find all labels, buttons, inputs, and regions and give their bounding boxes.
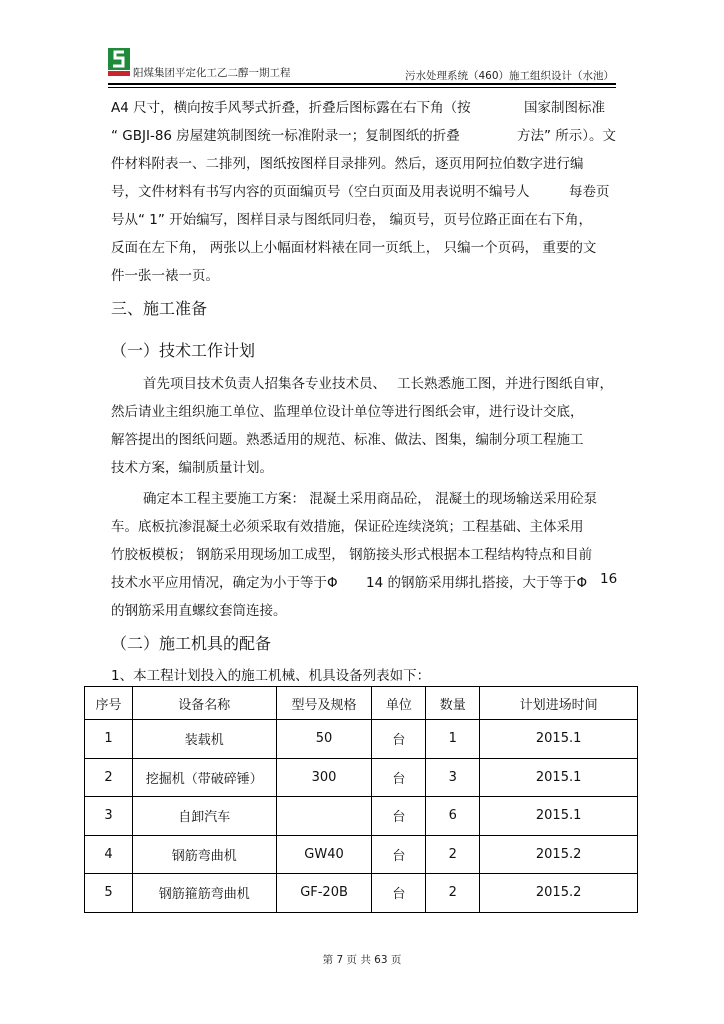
cell-unit: 台 [372, 835, 426, 874]
section-3-title: 三、施工准备 [111, 299, 208, 318]
para1-line4a: 号，文件材料有书写内容的页面编页号（空白页面及用表说明不编号人 [111, 184, 530, 200]
para1-line4b: 每卷页 [569, 184, 610, 200]
para1-line6: 反面在左下角， 两张以上小幅面材料裱在同一页纸上， 只编一个页码， 重要的文 [111, 240, 597, 256]
para1-line3: 件材料附表一、二排列，图纸按图样目录排列。然后，逐页用阿拉伯数字进行编 [111, 156, 584, 172]
para2-line3: 解答提出的图纸问题。熟悉适用的规范、标准、做法、图集，编制分项工程施工 [111, 432, 584, 448]
cell-qty: 1 [426, 720, 480, 759]
para3-line4c: 16 [600, 571, 618, 587]
company-logo-icon [108, 48, 130, 76]
cell-index: 3 [85, 797, 133, 836]
col-header-unit: 单位 [372, 687, 426, 720]
cell-model: 300 [276, 758, 372, 797]
col-header-model: 型号及规格 [276, 687, 372, 720]
para2-line1b: 工长熟悉施工图，并进行图纸自审， [397, 376, 613, 392]
cell-name: 装载机 [132, 720, 276, 759]
cell-unit: 台 [372, 797, 426, 836]
para1-line7: 件一张一裱一页。 [111, 268, 219, 284]
header-rule [108, 83, 616, 85]
para3-line1: 确定本工程主要施工方案： 混凝土采用商品砼， 混凝土的现场输送采用砼泵 [143, 491, 598, 507]
para2-line4: 技术方案，编制质量计划。 [111, 460, 273, 476]
cell-unit: 台 [372, 874, 426, 913]
para1-line2b: 方法” 所示）。文 [517, 128, 617, 144]
para1-line1b: 国家制图标准 [524, 100, 605, 116]
table-row [85, 758, 638, 797]
cell-date: 2015.2 [480, 874, 638, 913]
subsection-2-title: （二）施工机具的配备 [111, 634, 272, 653]
cell-name: 钢筋箍筋弯曲机 [132, 874, 276, 913]
table-header-row [85, 687, 638, 720]
cell-index: 4 [85, 835, 133, 874]
table-row [85, 835, 638, 874]
table-row [85, 874, 638, 913]
para1-line2a: “ GBJI-86 房屋建筑制图统一标准附录一；复制图纸的折叠 [111, 128, 460, 144]
header-rule-thin [108, 87, 616, 88]
equipment-list-intro: 1、本工程计划投入的施工机械、机具设备列表如下： [111, 668, 431, 684]
para1-line1a: A4 尺寸，横向按手风琴式折叠，折叠后图标露在右下角（按 [111, 100, 471, 116]
subsection-1-title: （一）技术工作计划 [111, 341, 256, 360]
cell-date: 2015.1 [480, 758, 638, 797]
cell-model: GF-20B [276, 874, 372, 913]
cell-qty: 2 [426, 835, 480, 874]
cell-date: 2015.1 [480, 720, 638, 759]
para1-line5: 号从“ 1” 开始编写，图样目录与图纸同归卷， 编页号，页号位路正面在右下角， [111, 212, 592, 228]
company-name: 阳煤集团平定化工乙二醇一期工程 [133, 67, 291, 79]
cell-index: 5 [85, 874, 133, 913]
para3-line2: 车。底板抗渗混凝土必须采取有效措施，保证砼连续浇筑；工程基础、主体采用 [111, 519, 584, 535]
cell-name: 钢筋弯曲机 [132, 835, 276, 874]
cell-name: 自卸汽车 [132, 797, 276, 836]
cell-model: 50 [276, 720, 372, 759]
table-row [85, 720, 638, 759]
para3-line3: 竹胶板模板； 钢筋采用现场加工成型， 钢筋接头形式根据本工程结构特点和目前 [111, 547, 593, 563]
cell-date: 2015.1 [480, 797, 638, 836]
equipment-table [84, 686, 638, 913]
para3-line5: 的钢筋采用直螺纹套筒连接。 [111, 603, 287, 619]
cell-index: 2 [85, 758, 133, 797]
cell-index: 1 [85, 720, 133, 759]
col-header-index: 序号 [85, 687, 133, 720]
para3-line4a: 技术水平应用情况，确定为小于等于Φ [111, 575, 338, 591]
para2-line2: 然后请业主组织施工单位、监理单位设计单位等进行图纸会审，进行设计交底， [111, 404, 584, 420]
col-header-date: 计划进场时间 [480, 687, 638, 720]
cell-unit: 台 [372, 720, 426, 759]
cell-unit: 台 [372, 758, 426, 797]
cell-model [276, 797, 372, 836]
cell-qty: 6 [426, 797, 480, 836]
document-title: 污水处理系统（460）施工组织设计（水池） [404, 70, 614, 82]
page-number-footer: 第 7 页 共 63 页 [322, 954, 402, 966]
para2-line1a: 首先项目技术负责人招集各专业技术员、 [143, 376, 386, 392]
cell-qty: 3 [426, 758, 480, 797]
cell-model: GW40 [276, 835, 372, 874]
page-header [108, 48, 616, 86]
table-row [85, 797, 638, 836]
para3-line4b: 14 的钢筋采用绑扎搭接，大于等于Φ [366, 575, 588, 591]
cell-qty: 2 [426, 874, 480, 913]
cell-date: 2015.2 [480, 835, 638, 874]
col-header-qty: 数量 [426, 687, 480, 720]
cell-name: 挖掘机（带破碎锤） [132, 758, 276, 797]
col-header-name: 设备名称 [132, 687, 276, 720]
